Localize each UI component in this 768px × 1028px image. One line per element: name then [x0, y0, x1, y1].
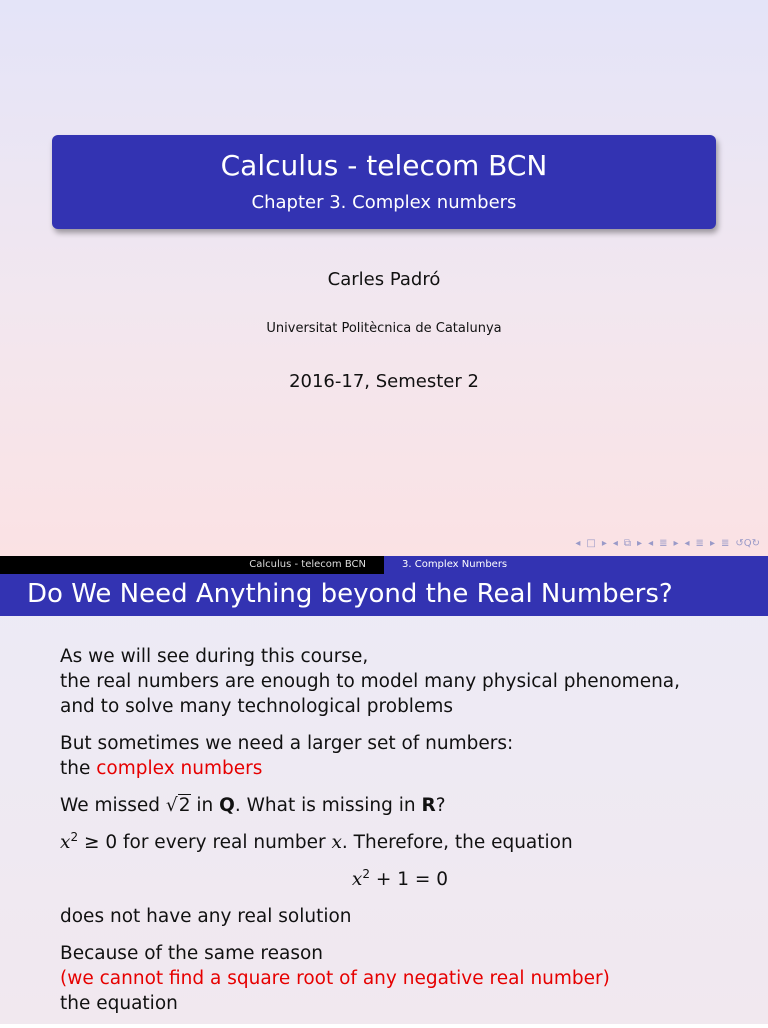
nav-next-section-icon[interactable]: ▸ — [673, 537, 679, 549]
p4-text: ≥ 0 for every real number — [78, 832, 332, 853]
slide-body — [60, 644, 740, 1028]
frame-title: Do We Need Anything beyond the Real Numbers? — [0, 574, 768, 616]
presentation-title: Calculus - telecom BCN — [220, 149, 548, 182]
title-block — [52, 135, 716, 229]
eq-exponent: 2 — [362, 866, 370, 881]
nav-next-subsection-icon[interactable]: ▸ — [637, 537, 643, 549]
p6-line1: Because of the same reason — [60, 943, 324, 964]
presentation-date: 2016-17, Semester 2 — [289, 371, 479, 392]
nav-frame-icon[interactable]: □ — [586, 537, 596, 549]
navigation-bar — [575, 536, 760, 550]
nav-subsection-icon[interactable]: ⧉ — [623, 537, 632, 549]
paragraph-6 — [60, 941, 740, 1016]
eq-var: x — [351, 869, 363, 890]
paragraph-3 — [60, 793, 740, 818]
headline-bar — [0, 556, 768, 574]
p3-mid: in — [190, 795, 220, 816]
nav-next-icon[interactable]: ▸ — [601, 537, 607, 549]
nav-section-icon[interactable]: ≣ — [659, 537, 668, 549]
p1-line3: and to solve many technological problems — [60, 696, 453, 717]
paragraph-1 — [60, 644, 740, 719]
sqrt-argument: 2 — [178, 795, 191, 816]
set-Q: Q — [219, 795, 235, 816]
eq-rest: + 1 = 0 — [370, 869, 449, 890]
content-slide — [0, 556, 768, 1024]
nav-next-part-icon[interactable]: ▸ — [709, 537, 715, 549]
nav-part-icon[interactable]: ≣ — [695, 537, 704, 549]
paragraph-5: does not have any real solution — [60, 906, 352, 927]
nav-prev-section-icon[interactable]: ◂ — [648, 537, 654, 549]
nav-prev-part-icon[interactable]: ◂ — [684, 537, 690, 549]
p2-line2-prefix: the — [60, 758, 97, 779]
equation — [60, 867, 740, 892]
p1-line2: the real numbers are enough to model many physical phenomena, — [60, 671, 681, 692]
var-x: x — [60, 832, 71, 853]
headline-short-title[interactable]: Calculus - telecom BCN — [249, 559, 366, 570]
headline-section[interactable]: 3. Complex Numbers — [384, 556, 768, 574]
p4-end: . Therefore, the equation — [341, 832, 573, 853]
nav-prev-icon[interactable]: ◂ — [575, 537, 581, 549]
p1-line1: As we will see during this course, — [60, 646, 369, 667]
author-name: Carles Padró — [327, 269, 441, 290]
p3-end: ? — [435, 795, 446, 816]
p2-line1: But sometimes we need a larger set of numbers: — [60, 733, 514, 754]
institute-name: Universitat Politècnica de Catalunya — [266, 321, 502, 336]
nav-prev-subsection-icon[interactable]: ◂ — [612, 537, 618, 549]
paragraph-4 — [60, 830, 740, 855]
p6-line2-highlight: (we cannot find a square root of any negative real number) — [60, 968, 610, 989]
p3-mid2: . What is missing in — [234, 795, 422, 816]
nav-search-icon[interactable]: ↺Q↻ — [735, 537, 760, 549]
exponent: 2 — [70, 829, 79, 844]
paragraph-2 — [60, 731, 740, 781]
presentation-subtitle: Chapter 3. Complex numbers — [251, 192, 517, 213]
sqrt-symbol: √ — [165, 795, 178, 816]
p6-line3: the equation — [60, 993, 178, 1014]
set-R: R — [421, 795, 436, 816]
nav-outline-icon[interactable]: ≣ — [720, 537, 730, 549]
var-x-2: x — [331, 832, 342, 853]
p3-prefix: We missed — [60, 795, 166, 816]
complex-numbers-highlight: complex numbers — [96, 758, 263, 779]
